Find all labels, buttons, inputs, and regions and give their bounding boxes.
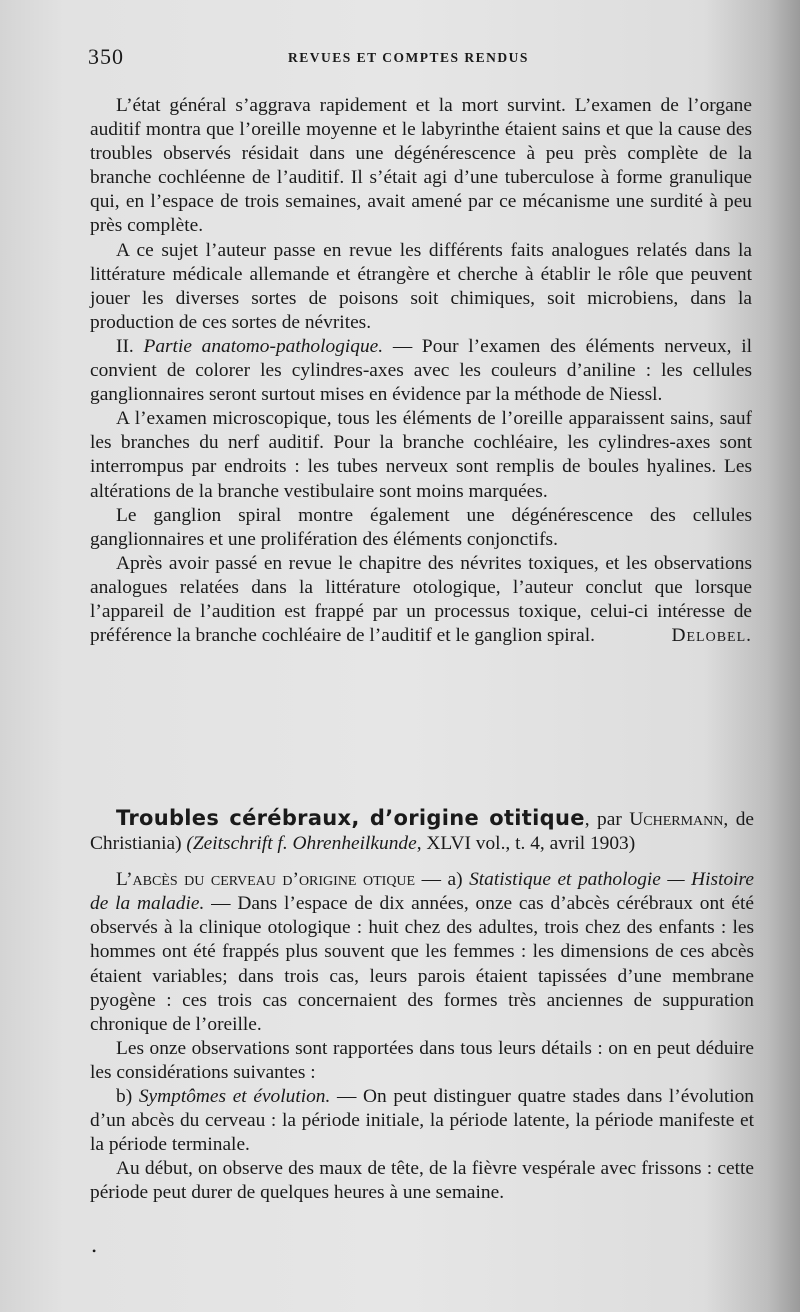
last-paragraph-text: Après avoir passé en revue le chapitre des névrites toxiques, et les observations analogues relatées dans la littérature otologique, l’auteur conclut que lorsque l’appareil de l’audition est frappé par un processus toxique, celui-ci intéresse de préférence la branche cochléaire de l’auditif et le ganglion spiral. <box>90 552 752 647</box>
page-number: 350 <box>88 44 124 69</box>
page-header <box>88 44 748 78</box>
paragraph <box>90 1085 754 1157</box>
paragraph: L’état général s’aggrava rapidement et la mort survint. L’examen de l’organe auditif montra que l’oreille moyenne et le labyrinthe étaient sains et que la cause des troubles observés résidait dans une dégénérescence à peu près complète de la branche cochléenne de l’auditif. Il s’était agi d’une tuberculose à forme granulique qui, en l’espace de trois semaines, avait amené par ce mécanisme une surdité à peu près complète. <box>90 95 752 237</box>
paragraph: Le ganglion spiral montre également une dégénérescence des cellules ganglionnaires et une prolifération des éléments conjonctifs. <box>90 504 752 550</box>
article-by: , par <box>584 809 630 830</box>
section-heading: Statistique et pathologie — Histoire de la maladie. <box>90 869 754 915</box>
print-mark: • <box>92 1244 97 1258</box>
article-author: Uchermann <box>629 809 724 830</box>
running-head: REVUES ET COMPTES RENDUS <box>288 50 529 65</box>
part-label: II. <box>116 335 134 357</box>
paragraph: Au début, on observe des maux de tête, de la fièvre vespérale avec frissons : cette période peut durer de quelques heures à une semaine. <box>90 1158 754 1204</box>
signature: Delobel. <box>671 625 752 647</box>
article-title: Troubles cérébraux, d’origine otitique <box>116 806 585 830</box>
review-article <box>90 806 754 1206</box>
review-continuation <box>90 94 752 648</box>
section-sep: — a) <box>415 869 470 891</box>
paragraph-part-two <box>90 335 752 407</box>
paragraph <box>90 868 754 1037</box>
part-text: — Pour l’examen des éléments nerveux, il convient de colorer les cylindres-axes avec les couleurs d’aniline : les cellules ganglionnaires seront surtout mises en évidence par la méthode de Niessl. <box>90 335 752 406</box>
paragraph: A ce sujet l’auteur passe en revue les différents faits analogues relatés dans la littérature médicale allemande et étrangère et cherche à établir le rôle que peuvent jouer les diverses sortes de poisons soit chimiques, soit microbiens, dans la production de ces sortes de névrites. <box>90 239 752 333</box>
article-journal: (Zeitschrift f. Ohrenheilkunde <box>186 833 417 855</box>
section-text: — Dans l’espace de dix années, onze cas d’abcès cérébraux ont été observés à la clinique otologique : huit chez des adultes, trois chez des enfants : les hommes ont été frappés plus souvent que les femmes : les dimensions de ces abcès étaient variables; dans trois cas, leurs parois étaient tapissées d’une membrane pyogène : ces trois cas concernaient des formes très anciennes de suppuration chronique de l’oreille. <box>90 893 754 1035</box>
paragraph: Les onze observations sont rapportées dans tous leurs détails : on en peut déduire les considérations suivantes : <box>90 1037 754 1083</box>
sub-text: — On peut distinguer quatre stades dans l’évolution d’un abcès du cerveau : la période initiale, la période latente, la période manifeste et la période terminale. <box>90 1086 754 1156</box>
spacer <box>90 856 754 868</box>
sub-label: b) <box>116 1086 139 1108</box>
paragraph-last <box>90 552 752 648</box>
article-heading <box>90 806 754 856</box>
paragraph: A l’examen microscopique, tous les éléments de l’oreille apparaissent sains, sauf les branches du nerf auditif. Pour la branche cochléaire, les cylindres-axes sont interrompus par endroits : les tubes nerveux sont remplis de boules hyalines. Les altérations de la branche vestibulaire sont moins marquées. <box>90 408 752 502</box>
article-journal-details: , XLVI vol., t. 4, avril 1903) <box>416 833 636 855</box>
part-heading: Partie anatomo-pathologique. <box>143 335 384 357</box>
article-place: , de Christiania) <box>90 809 754 855</box>
section-label: L’abcès du cerveau d’origine otique <box>116 869 416 891</box>
sub-heading: Symptômes et évolution. <box>138 1086 331 1108</box>
